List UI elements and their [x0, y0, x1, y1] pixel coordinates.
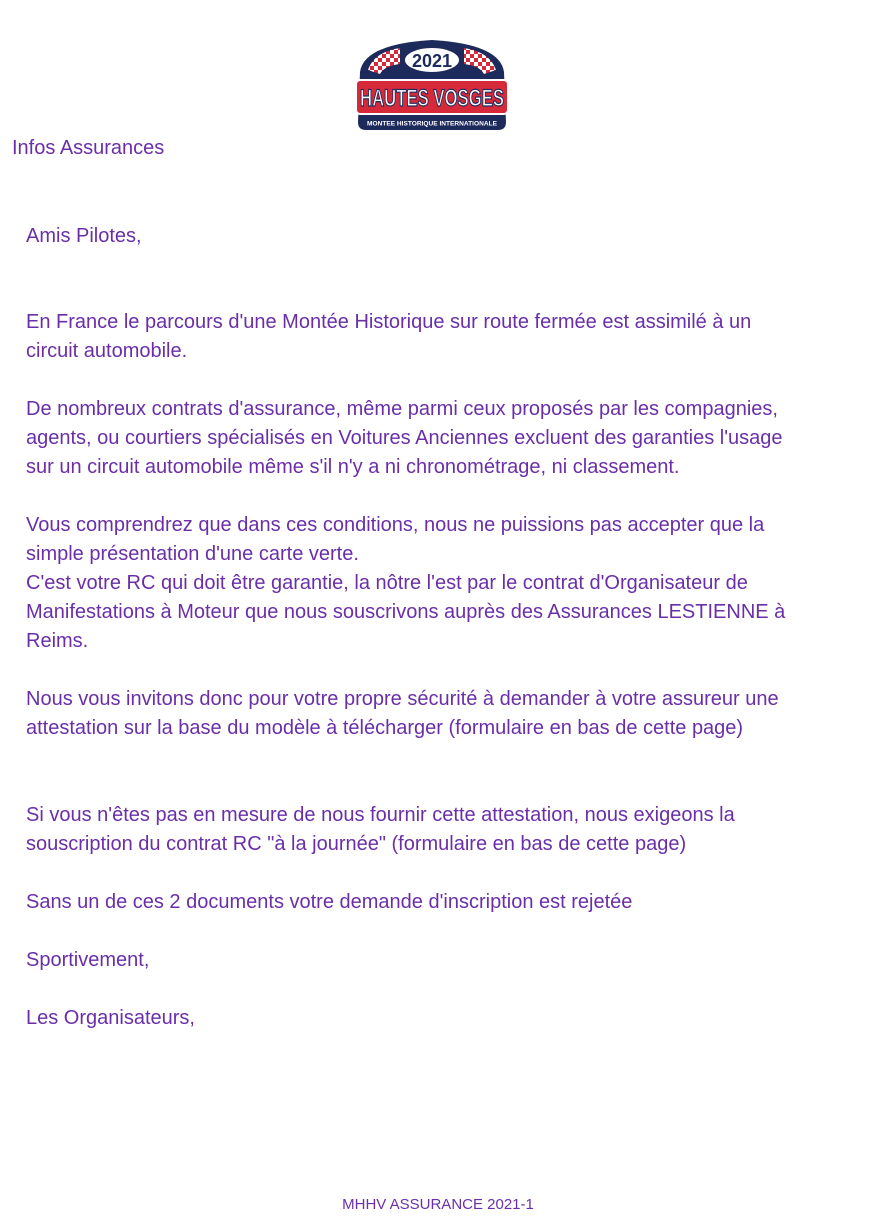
paragraph-circuit: [26, 308, 751, 366]
paragraph-rejection: Sans un de ces 2 documents votre demande d'inscription est rejetée: [26, 891, 633, 913]
logo-year: 2021: [411, 51, 453, 71]
hautes-vosges-logo: [350, 38, 514, 132]
text-line: souscription du contrat RC "à la journée" (formulaire en bas de cette page): [26, 833, 687, 855]
text-line: sur un circuit automobile même s'il n'y a ni chronométrage, ni classement.: [26, 456, 680, 478]
paragraph-conditions: [26, 511, 785, 656]
text-line: simple présentation d'une carte verte.: [26, 543, 359, 565]
text-line: En France le parcours d'une Montée Historique sur route fermée est assimilé à un: [26, 311, 752, 333]
text-line: Si vous n'êtes pas en mesure de nous fournir cette attestation, nous exigeons la: [26, 804, 735, 826]
paragraph-requirement: [26, 801, 735, 859]
sign-off: Sportivement,: [26, 949, 150, 971]
text-line: De nombreux contrats d'assurance, même parmi ceux proposés par les compagnies,: [26, 398, 778, 420]
text-line: Vous comprendrez que dans ces conditions, nous ne puissions pas accepter que la: [26, 514, 765, 536]
page-title: Infos Assurances: [12, 137, 165, 159]
text-line: Reims.: [26, 630, 89, 652]
text-line: circuit automobile.: [26, 340, 188, 362]
text-line: Nous vous invitons donc pour votre propre sécurité à demander à votre assureur une: [26, 688, 779, 710]
document-reference: MHHV ASSURANCE 2021-1: [342, 1196, 534, 1213]
paragraph-contracts: [26, 395, 783, 482]
signature: Les Organisateurs,: [26, 1007, 195, 1029]
text-line: C'est votre RC qui doit être garantie, la nôtre l'est par le contrat d'Organisateur de: [26, 572, 748, 594]
greeting: Amis Pilotes,: [26, 225, 142, 247]
paragraph-invitation: [26, 685, 779, 743]
text-line: agents, ou courtiers spécialisés en Voitures Anciennes excluent des garanties l'usage: [26, 427, 783, 449]
text-line: attestation sur la base du modèle à télécharger (formulaire en bas de cette page): [26, 717, 744, 739]
logo-name: HAUTES VOSGES: [360, 85, 504, 112]
text-line: Manifestations à Moteur que nous souscrivons auprès des Assurances LESTIENNE à: [26, 601, 786, 623]
logo-subtitle: MONTEE HISTORIQUE INTERNATIONALE: [367, 120, 498, 128]
